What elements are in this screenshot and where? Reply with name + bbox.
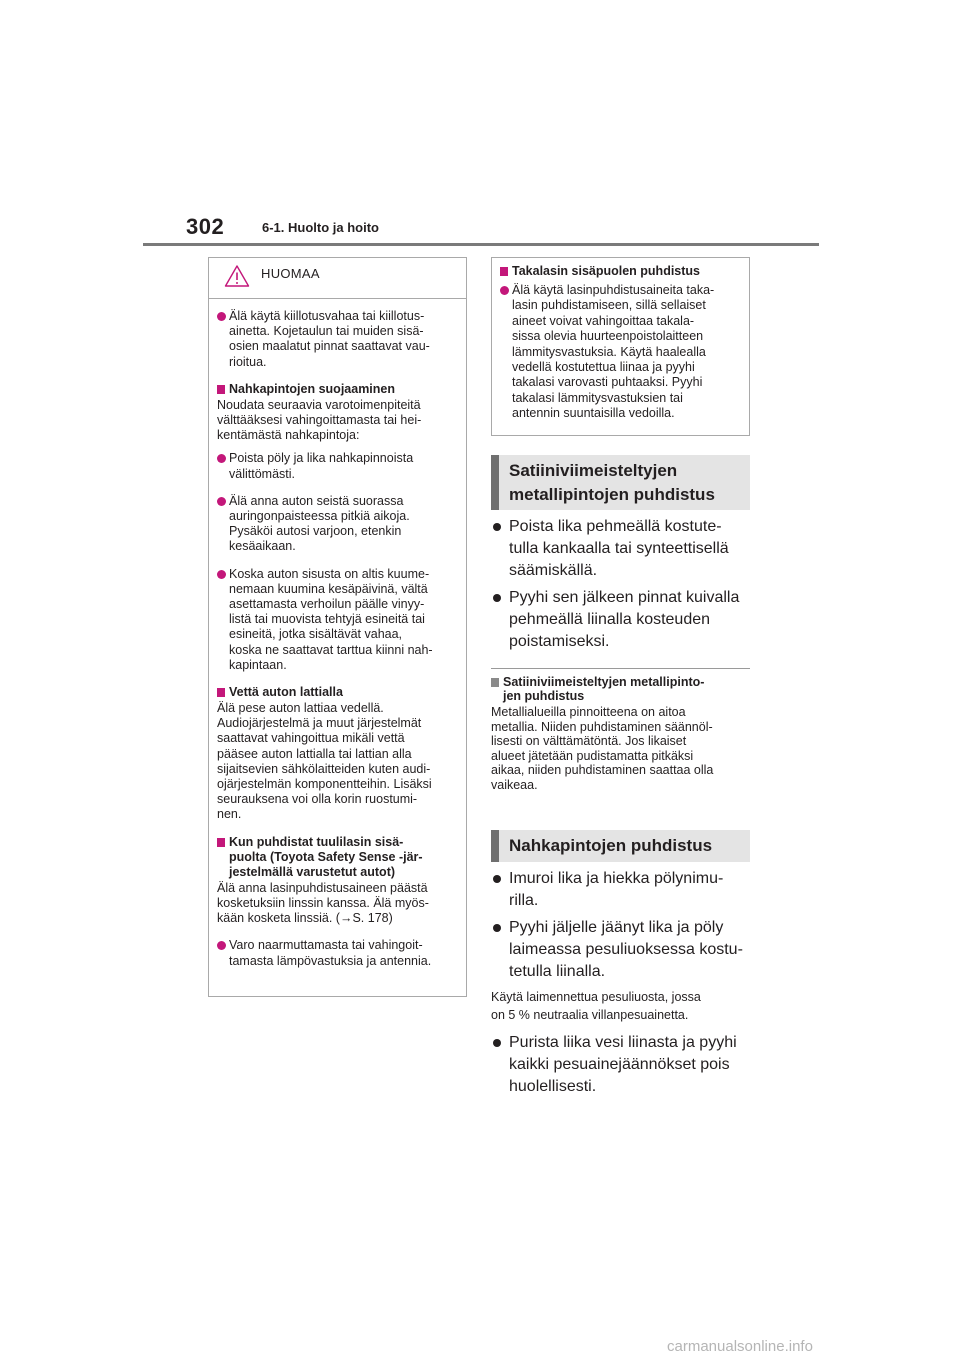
section-title: 6-1. Huolto ja hoito: [262, 220, 379, 235]
floor-text: Älä pese auton lattiaa vedellä. Audiojärjestelmä ja muut järjestelmät saattavat vahingoittua mikäli vettä pääsee auton lattialla tai lattian alla sijaitsevien sähkölaitteiden kuten audi- ojärjestelmän komponentteihin. Lisäksi seurauksena voi olla korin ruostumi- nen.: [217, 701, 432, 822]
leather-bullet-text: Älä anna auton seistä suorassa auringonpaisteessa pitkiä aikoja. Pysäköi autosi varjoon, etenkin kesäaikaan.: [229, 493, 410, 554]
page-number: 302: [186, 214, 225, 239]
leather-clean-bullet: [491, 868, 750, 912]
satin-sub-section: [491, 668, 750, 793]
satin-bullet-text: Poista lika pehmeällä kostute- tulla kankaalla tai synteettisellä säämiskällä.: [509, 518, 729, 579]
leather-clean-bullet: [491, 1032, 750, 1098]
leather-intro: Noudata seuraavia varotoimenpiteitä välttääksesi vahingoittamasta tai hei- kentämästä nahkapintoja:: [217, 397, 422, 443]
satin-bullet: [491, 587, 750, 653]
caution-bullet-text: Älä käytä kiillotusvahaa tai kiillotus- ainetta. Kojetaulun tai muiden sisä- osien maalatut pinnat saattavat vau- rioitua.: [229, 309, 430, 369]
rear-window-bullet: [500, 283, 741, 422]
windshield-bullet-text: Varo naarmuttamasta tai vahingoit- tamasta lämpövastuksia ja antennia.: [229, 938, 432, 968]
bullet-dot-icon: [500, 286, 509, 295]
bullet-dot-icon: [493, 875, 501, 883]
caution-body: [209, 299, 466, 969]
caution-bullet: [217, 309, 458, 370]
rear-window-bullet-text: Älä käytä lasinpuhdistusaineita taka- lasin puhdistamiseen, sillä sellaiset aineet voivat vahingoittaa takala- sissa olevia huurteenpoistolaitteen lämmitysvastuksia. Käytä haalealla vedellä kostutettua liinaa ja pyyhi takalasi varovasti puhtaaksi. Pyyhi takalasi lämmitysvastuksien tai antennin suuntaisilla vedoilla.: [512, 283, 715, 421]
satin-sub-heading: [491, 675, 750, 703]
header-rule: [143, 243, 819, 246]
satin-bullet: [491, 516, 750, 582]
square-bullet-icon: [491, 678, 499, 687]
leather-clean-bullet-text: Imuroi lika ja hiekka pölynimu- rilla.: [509, 870, 724, 909]
leather-clean-bullet-text: Purista liika vesi liinasta ja pyyhi kaikki pesuainejäännökset pois huolellisesti.: [509, 1034, 737, 1095]
bullet-dot-icon: [217, 941, 226, 950]
caution-box: [208, 257, 467, 997]
leather-clean-section: [491, 868, 750, 1103]
leather-bullet-text: Koska auton sisusta on altis kuume- nemaan kuumina kesäpäivinä, vältä asettamasta verhoilun päälle vinyy- listä tai muovista tehtyjä esineitä tai esineitä, jotka sisältävät vahaa, koska ne saattavat tarttua kiinni nah- kapintaan.: [229, 566, 433, 672]
satin-sub-heading-text: Satiiniviimeisteltyjen metallipinto- jen puhdistus: [503, 675, 705, 703]
bullet-dot-icon: [217, 454, 226, 463]
sub-rule: [491, 668, 750, 669]
leather-bullet: [217, 494, 458, 555]
floor-heading: [217, 685, 458, 700]
square-bullet-icon: [217, 838, 225, 847]
windshield-heading-text: Kun puhdistat tuulilasin sisä- puolta (Toyota Safety Sense -jär- jestelmällä varustetut autot): [229, 834, 423, 879]
rear-window-box: [491, 257, 750, 436]
bullet-dot-icon: [493, 1039, 501, 1047]
satin-bullet-text: Pyyhi sen jälkeen pinnat kuivalla pehmeällä liinalla kosteuden poistamiseksi.: [509, 589, 740, 650]
caution-header: [209, 258, 466, 299]
windshield-bullet: [217, 938, 458, 968]
leather-heading: [217, 382, 458, 397]
caution-title: HUOMAA: [261, 266, 320, 281]
leather-clean-note: Käytä laimennettua pesuliuosta, jossa on 5 % neutraalia villanpesuainetta.: [491, 990, 701, 1022]
rear-window-heading: [500, 264, 741, 279]
bullet-dot-icon: [493, 924, 501, 932]
leather-heading-text: Nahkapintojen suojaaminen: [229, 381, 396, 396]
square-bullet-icon: [500, 267, 508, 276]
satin-sub-text: Metallialueilla pinnoitteena on aitoa metallia. Niiden puhdistaminen säännöl- lisesti on välttämätöntä. Jos likaiset alueet jätetään pudistamatta pitkäksi aikaa, niiden puhdistaminen saattaa olla vaikeaa.: [491, 705, 714, 792]
leather-clean-banner: Nahkapintojen puhdistus: [491, 830, 750, 862]
satin-section: [491, 516, 750, 658]
leather-bullet-text: Poista pöly ja lika nahkapinnoista välittömästi.: [229, 451, 414, 481]
footer-watermark: carmanualsonline.info: [667, 1338, 813, 1355]
leather-clean-bullet-text: Pyyhi jäljelle jäänyt lika ja pöly laimeassa pesuliuoksessa kostu- tetulla liinalla.: [509, 919, 743, 980]
warning-icon: [224, 264, 250, 293]
floor-heading-text: Vettä auton lattialla: [229, 685, 343, 700]
square-bullet-icon: [217, 385, 225, 394]
leather-clean-bullet: [491, 917, 750, 983]
bullet-dot-icon: [217, 497, 226, 506]
leather-bullet: [217, 567, 458, 673]
bullet-dot-icon: [217, 570, 226, 579]
satin-banner: Satiiniviimeisteltyjen metallipintojen puhdistus: [491, 455, 750, 510]
square-bullet-icon: [217, 688, 225, 697]
bullet-dot-icon: [493, 523, 501, 531]
windshield-text: Älä anna lasinpuhdistusaineen päästä kosketuksiin linssin kanssa. Älä myös- kään kosketa linssiä. (→S. 178): [217, 880, 429, 926]
bullet-dot-icon: [493, 594, 501, 602]
windshield-heading: [217, 835, 458, 880]
rear-window-heading-text: Takalasin sisäpuolen puhdistus: [512, 264, 701, 278]
bullet-dot-icon: [217, 312, 226, 321]
leather-bullet: [217, 451, 458, 481]
